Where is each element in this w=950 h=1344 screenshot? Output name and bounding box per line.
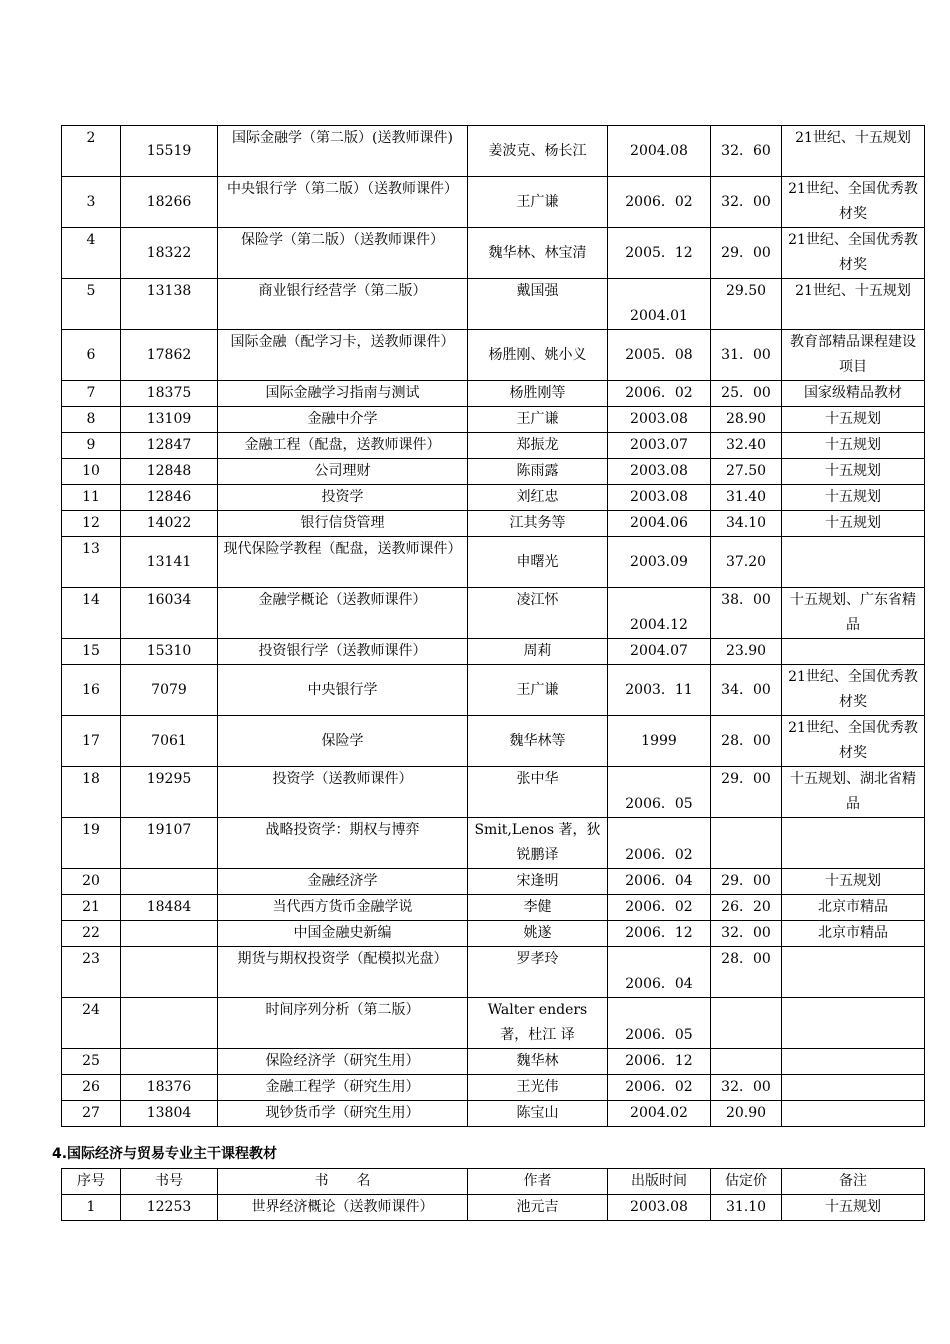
table-row <box>62 511 925 537</box>
author-cell: 宋逢明 <box>468 869 608 895</box>
table-row <box>62 381 925 407</box>
price-cell: 31.40 <box>711 485 782 511</box>
note-cell <box>782 1075 925 1101</box>
title-cell: 中国金融史新编 <box>218 921 468 947</box>
date-cell: 2003.07 <box>608 433 711 459</box>
author-cell: 魏华林 <box>468 1049 608 1075</box>
title-cell: 保险学 <box>218 716 468 767</box>
title-cell: 金融工程学（研究生用） <box>218 1075 468 1101</box>
note-cell <box>782 1049 925 1075</box>
title-cell: 期货与期权投资学（配模拟光盘） <box>218 947 468 998</box>
seq-cell: 17 <box>62 716 121 767</box>
date-cell: 2003.08 <box>608 407 711 433</box>
seq-cell: 1 <box>62 1195 121 1221</box>
note-cell: 十五规划 <box>782 433 925 459</box>
note-cell: 21世纪、全国优秀教材奖 <box>782 665 925 716</box>
date-cell: 2003.08 <box>608 459 711 485</box>
author-cell: 王广谦 <box>468 177 608 228</box>
code-cell: 17862 <box>121 330 218 381</box>
column-header: 书 名 <box>218 1169 468 1195</box>
author-cell: 周莉 <box>468 639 608 665</box>
note-cell <box>782 818 925 869</box>
author-cell: 王广谦 <box>468 665 608 716</box>
table-row <box>62 947 925 998</box>
note-cell: 21世纪、全国优秀教材奖 <box>782 177 925 228</box>
code-cell: 15519 <box>121 126 218 177</box>
author-cell: 池元吉 <box>468 1195 608 1221</box>
textbook-table <box>61 125 925 1127</box>
note-cell: 十五规划 <box>782 407 925 433</box>
title-cell: 公司理财 <box>218 459 468 485</box>
title-cell: 国际金融学习指南与测试 <box>218 381 468 407</box>
note-cell: 教育部精品课程建设项目 <box>782 330 925 381</box>
table-row <box>62 869 925 895</box>
title-cell: 金融工程（配盘，送教师课件） <box>218 433 468 459</box>
seq-cell: 13 <box>62 537 121 588</box>
author-cell: 申曙光 <box>468 537 608 588</box>
price-cell: 28．00 <box>711 947 782 998</box>
seq-cell: 24 <box>62 998 121 1049</box>
title-cell: 当代西方货币金融学说 <box>218 895 468 921</box>
title-cell: 投资学（送教师课件） <box>218 767 468 818</box>
seq-cell: 26 <box>62 1075 121 1101</box>
table-row <box>62 330 925 381</box>
code-cell: 18266 <box>121 177 218 228</box>
table-row <box>62 407 925 433</box>
column-header: 序号 <box>62 1169 121 1195</box>
title-cell: 时间序列分析（第二版） <box>218 998 468 1049</box>
note-cell <box>782 639 925 665</box>
author-cell: 张中华 <box>468 767 608 818</box>
price-cell: 23.90 <box>711 639 782 665</box>
title-cell: 世界经济概论（送教师课件） <box>218 1195 468 1221</box>
table-row <box>62 228 925 279</box>
title-cell: 金融中介学 <box>218 407 468 433</box>
code-cell: 18375 <box>121 381 218 407</box>
header-row <box>62 1169 925 1195</box>
date-cell: 2004.06 <box>608 511 711 537</box>
seq-cell: 4 <box>62 228 121 279</box>
seq-cell: 15 <box>62 639 121 665</box>
seq-cell: 25 <box>62 1049 121 1075</box>
seq-cell: 21 <box>62 895 121 921</box>
table-row <box>62 1075 925 1101</box>
code-cell <box>121 1049 218 1075</box>
date-cell: 2004.08 <box>608 126 711 177</box>
price-cell: 26．20 <box>711 895 782 921</box>
code-cell: 13109 <box>121 407 218 433</box>
textbook-table-body <box>62 126 925 1127</box>
table-row <box>62 126 925 177</box>
seq-cell: 10 <box>62 459 121 485</box>
date-cell: 2003.09 <box>608 537 711 588</box>
author-cell: 李健 <box>468 895 608 921</box>
date-cell: 2006．02 <box>608 177 711 228</box>
date-cell: 2006．05 <box>608 998 711 1049</box>
seq-cell: 27 <box>62 1101 121 1127</box>
note-cell: 十五规划 <box>782 511 925 537</box>
title-cell: 现钞货币学（研究生用） <box>218 1101 468 1127</box>
author-cell: 陈宝山 <box>468 1101 608 1127</box>
section-heading: 4.国际经济与贸易专业主干课程教材 <box>52 1146 278 1162</box>
code-cell: 12848 <box>121 459 218 485</box>
date-cell: 2004.02 <box>608 1101 711 1127</box>
price-cell: 29.50 <box>711 279 782 330</box>
code-cell <box>121 998 218 1049</box>
price-cell: 29．00 <box>711 869 782 895</box>
note-cell <box>782 537 925 588</box>
code-cell: 14022 <box>121 511 218 537</box>
author-cell: Smit,Lenos 著，狄锐鹏译 <box>468 818 608 869</box>
price-cell: 28.90 <box>711 407 782 433</box>
code-cell: 7079 <box>121 665 218 716</box>
author-cell: 王广谦 <box>468 407 608 433</box>
code-cell: 19295 <box>121 767 218 818</box>
note-cell: 十五规划 <box>782 869 925 895</box>
table-row <box>62 588 925 639</box>
title-cell: 国际金融（配学习卡，送教师课件） <box>218 330 468 381</box>
code-cell: 12846 <box>121 485 218 511</box>
title-cell: 商业银行经营学（第二版） <box>218 279 468 330</box>
table-row <box>62 177 925 228</box>
table-row <box>62 665 925 716</box>
note-cell: 十五规划 <box>782 485 925 511</box>
seq-cell: 14 <box>62 588 121 639</box>
price-cell <box>711 998 782 1049</box>
author-cell: 戴国强 <box>468 279 608 330</box>
seq-cell: 3 <box>62 177 121 228</box>
seq-cell: 9 <box>62 433 121 459</box>
author-cell: 姜波克、杨长江 <box>468 126 608 177</box>
price-cell: 34.10 <box>711 511 782 537</box>
author-cell: 罗孝玲 <box>468 947 608 998</box>
seq-cell: 5 <box>62 279 121 330</box>
author-cell: 杨胜刚、姚小义 <box>468 330 608 381</box>
author-cell: 杨胜刚等 <box>468 381 608 407</box>
seq-cell: 8 <box>62 407 121 433</box>
seq-cell: 19 <box>62 818 121 869</box>
seq-cell: 23 <box>62 947 121 998</box>
title-cell: 投资学 <box>218 485 468 511</box>
code-cell <box>121 869 218 895</box>
date-cell: 2005．12 <box>608 228 711 279</box>
author-cell: 王光伟 <box>468 1075 608 1101</box>
note-cell: 21世纪、十五规划 <box>782 126 925 177</box>
author-cell: 江其务等 <box>468 511 608 537</box>
date-cell: 2004.01 <box>608 279 711 330</box>
seq-cell: 16 <box>62 665 121 716</box>
code-cell: 18376 <box>121 1075 218 1101</box>
code-cell: 12847 <box>121 433 218 459</box>
author-cell: 魏华林、林宝清 <box>468 228 608 279</box>
author-cell: 陈雨露 <box>468 459 608 485</box>
seq-cell: 11 <box>62 485 121 511</box>
code-cell: 15310 <box>121 639 218 665</box>
table-row <box>62 1195 925 1221</box>
column-header: 备注 <box>782 1169 925 1195</box>
code-cell <box>121 947 218 998</box>
note-cell <box>782 947 925 998</box>
price-cell: 32.40 <box>711 433 782 459</box>
price-cell <box>711 1049 782 1075</box>
code-cell <box>121 921 218 947</box>
price-cell: 20.90 <box>711 1101 782 1127</box>
price-cell: 32．00 <box>711 1075 782 1101</box>
code-cell: 12253 <box>121 1195 218 1221</box>
trade-textbook-table-body <box>62 1169 925 1221</box>
table-row <box>62 716 925 767</box>
title-cell: 银行信贷管理 <box>218 511 468 537</box>
title-cell: 金融学概论（送教师课件） <box>218 588 468 639</box>
code-cell: 18484 <box>121 895 218 921</box>
table-row <box>62 485 925 511</box>
seq-cell: 6 <box>62 330 121 381</box>
date-cell: 2005．08 <box>608 330 711 381</box>
code-cell: 16034 <box>121 588 218 639</box>
date-cell: 2006．02 <box>608 818 711 869</box>
price-cell: 38．00 <box>711 588 782 639</box>
note-cell <box>782 1101 925 1127</box>
title-cell: 保险学（第二版）（送教师课件） <box>218 228 468 279</box>
title-cell: 中央银行学（第二版）（送教师课件） <box>218 177 468 228</box>
author-cell: Walter enders 著，杜江 译 <box>468 998 608 1049</box>
price-cell: 32．60 <box>711 126 782 177</box>
date-cell: 2006．12 <box>608 921 711 947</box>
price-cell: 37.20 <box>711 537 782 588</box>
table-row <box>62 1049 925 1075</box>
table-row <box>62 895 925 921</box>
code-cell: 13804 <box>121 1101 218 1127</box>
seq-cell: 20 <box>62 869 121 895</box>
note-cell: 十五规划 <box>782 1195 925 1221</box>
price-cell: 28．00 <box>711 716 782 767</box>
note-cell: 21世纪、十五规划 <box>782 279 925 330</box>
note-cell: 21世纪、全国优秀教材奖 <box>782 228 925 279</box>
note-cell <box>782 998 925 1049</box>
title-cell: 现代保险学教程（配盘，送教师课件） <box>218 537 468 588</box>
seq-cell: 18 <box>62 767 121 818</box>
column-header: 书号 <box>121 1169 218 1195</box>
table-row <box>62 998 925 1049</box>
date-cell: 2006．02 <box>608 1075 711 1101</box>
column-header: 估定价 <box>711 1169 782 1195</box>
code-cell: 13138 <box>121 279 218 330</box>
date-cell: 2004.07 <box>608 639 711 665</box>
price-cell: 27.50 <box>711 459 782 485</box>
price-cell: 31.10 <box>711 1195 782 1221</box>
seq-cell: 12 <box>62 511 121 537</box>
table-row <box>62 767 925 818</box>
date-cell: 2003．11 <box>608 665 711 716</box>
note-cell: 北京市精品 <box>782 921 925 947</box>
date-cell: 2003.08 <box>608 485 711 511</box>
table-row <box>62 279 925 330</box>
seq-cell: 7 <box>62 381 121 407</box>
price-cell: 32．00 <box>711 921 782 947</box>
price-cell: 29．00 <box>711 767 782 818</box>
date-cell: 1999 <box>608 716 711 767</box>
title-cell: 金融经济学 <box>218 869 468 895</box>
table-row <box>62 433 925 459</box>
table-row <box>62 639 925 665</box>
column-header: 作者 <box>468 1169 608 1195</box>
date-cell: 2006．04 <box>608 869 711 895</box>
title-cell: 中央银行学 <box>218 665 468 716</box>
author-cell: 魏华林等 <box>468 716 608 767</box>
code-cell: 7061 <box>121 716 218 767</box>
author-cell: 姚遂 <box>468 921 608 947</box>
title-cell: 保险经济学（研究生用） <box>218 1049 468 1075</box>
date-cell: 2006．05 <box>608 767 711 818</box>
seq-cell: 22 <box>62 921 121 947</box>
title-cell: 国际金融学（第二版）(送教师课件) <box>218 126 468 177</box>
table-row <box>62 1101 925 1127</box>
note-cell: 十五规划、广东省精品 <box>782 588 925 639</box>
date-cell: 2006．12 <box>608 1049 711 1075</box>
price-cell: 25．00 <box>711 381 782 407</box>
date-cell: 2006．04 <box>608 947 711 998</box>
table-row <box>62 818 925 869</box>
title-cell: 战略投资学：期权与博弈 <box>218 818 468 869</box>
note-cell: 21世纪、全国优秀教材奖 <box>782 716 925 767</box>
author-cell: 刘红忠 <box>468 485 608 511</box>
price-cell: 34．00 <box>711 665 782 716</box>
author-cell: 凌江怀 <box>468 588 608 639</box>
date-cell: 2004.12 <box>608 588 711 639</box>
price-cell: 32．00 <box>711 177 782 228</box>
note-cell: 十五规划 <box>782 459 925 485</box>
code-cell: 19107 <box>121 818 218 869</box>
column-header: 出版时间 <box>608 1169 711 1195</box>
note-cell: 北京市精品 <box>782 895 925 921</box>
date-cell: 2003.08 <box>608 1195 711 1221</box>
date-cell: 2006．02 <box>608 895 711 921</box>
code-cell: 18322 <box>121 228 218 279</box>
title-cell: 投资银行学（送教师课件） <box>218 639 468 665</box>
trade-textbook-table <box>61 1168 925 1221</box>
price-cell <box>711 818 782 869</box>
table-row <box>62 459 925 485</box>
seq-cell: 2 <box>62 126 121 177</box>
table-row <box>62 537 925 588</box>
author-cell: 郑振龙 <box>468 433 608 459</box>
price-cell: 29．00 <box>711 228 782 279</box>
note-cell: 十五规划、湖北省精品 <box>782 767 925 818</box>
note-cell: 国家级精品教材 <box>782 381 925 407</box>
price-cell: 31．00 <box>711 330 782 381</box>
code-cell: 13141 <box>121 537 218 588</box>
date-cell: 2006．02 <box>608 381 711 407</box>
table-row <box>62 921 925 947</box>
